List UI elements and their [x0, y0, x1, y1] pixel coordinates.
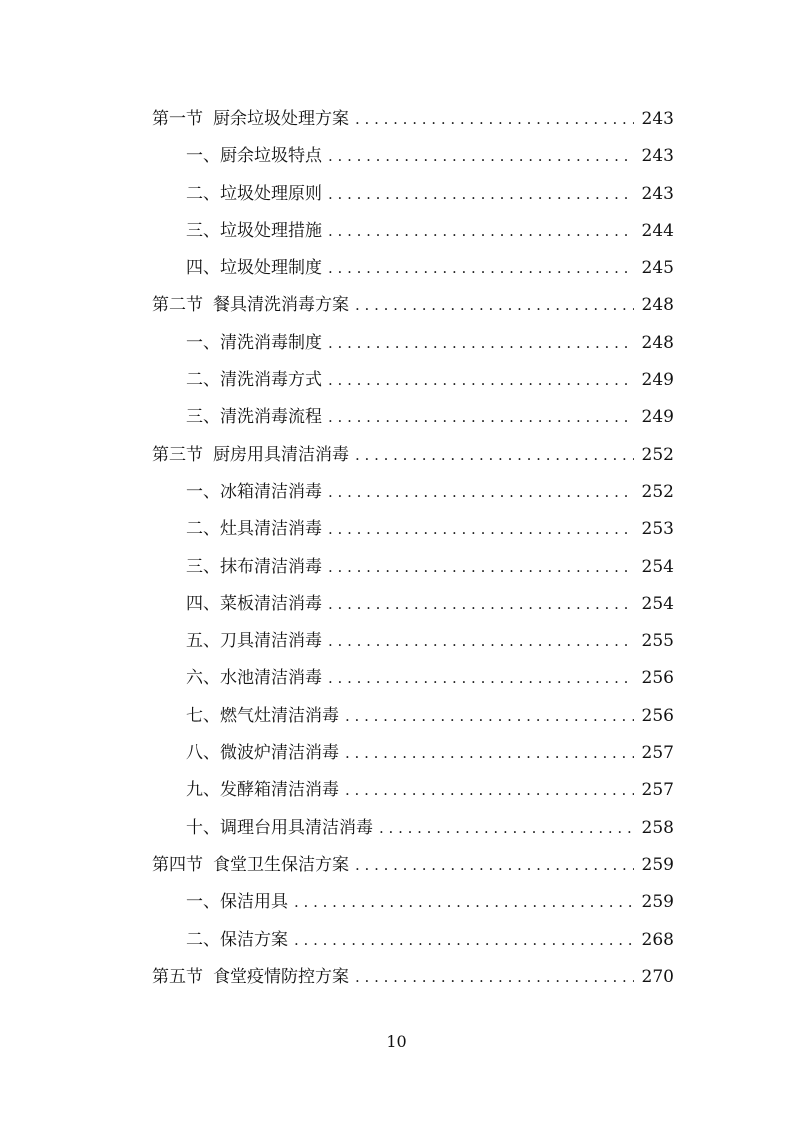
toc-subsection-entry[interactable] — [152, 213, 674, 250]
toc-entry-title — [186, 250, 322, 287]
toc-subsection-entry[interactable] — [152, 698, 674, 735]
toc-entry-text: 垃圾处理措施 — [220, 220, 322, 241]
toc-dot-leader — [294, 884, 634, 921]
toc-dot-leader — [328, 623, 634, 660]
toc-entry-text: 冰箱清洁消毒 — [220, 481, 322, 502]
toc-page-number: 258 — [641, 817, 674, 838]
toc-dot-leader — [345, 698, 634, 735]
toc-section-entry[interactable] — [152, 287, 674, 324]
toc-entry-title — [152, 959, 349, 996]
toc-entry-prefix: 四、 — [186, 258, 220, 279]
toc-entry-text: 调理台用具清洁消毒 — [220, 817, 373, 838]
toc-entry-text: 清洗消毒流程 — [220, 407, 322, 428]
toc-dot-leader — [355, 101, 634, 138]
toc-entry-title — [152, 101, 349, 138]
toc-dot-leader — [328, 586, 634, 623]
toc-section-entry[interactable] — [152, 847, 674, 884]
toc-page-number: 257 — [641, 743, 674, 764]
toc-entry-title — [186, 772, 339, 809]
toc-dot-leader — [355, 847, 634, 884]
toc-section-entry[interactable] — [152, 959, 674, 996]
toc-subsection-entry[interactable] — [152, 884, 674, 921]
toc-entry-prefix: 第一节 — [152, 109, 203, 129]
toc-dot-leader — [355, 437, 634, 474]
toc-subsection-entry[interactable] — [152, 735, 674, 772]
toc-subsection-entry[interactable] — [152, 549, 674, 586]
toc-entry-text: 厨余垃圾特点 — [220, 146, 322, 167]
toc-page-number: 253 — [641, 519, 674, 540]
toc-entry-text: 餐具清洗消毒方案 — [213, 295, 349, 316]
toc-dot-leader — [328, 660, 634, 697]
toc-subsection-entry[interactable] — [152, 623, 674, 660]
page-number: 10 — [386, 1032, 407, 1051]
toc-entry-text: 灶具清洁消毒 — [220, 519, 322, 540]
toc-dot-leader — [294, 922, 634, 959]
toc-entry-title — [186, 362, 322, 399]
toc-entry-text: 抹布清洁消毒 — [220, 556, 322, 577]
toc-entry-title — [186, 511, 322, 548]
toc-page-number: 252 — [641, 444, 674, 465]
toc-entry-prefix: 一、 — [186, 332, 220, 353]
toc-subsection-entry[interactable] — [152, 474, 674, 511]
toc-entry-title — [186, 325, 322, 362]
toc-entry-prefix: 一、 — [186, 481, 220, 502]
toc-entry-title — [186, 399, 322, 436]
toc-entry-prefix: 一、 — [186, 146, 220, 167]
toc-page-number: 243 — [641, 109, 674, 129]
toc-dot-leader — [328, 213, 634, 250]
toc-entry-title — [186, 884, 288, 921]
toc-entry-prefix: 第三节 — [152, 444, 203, 465]
toc-page-number: 254 — [641, 556, 674, 577]
toc-page-number: 249 — [641, 407, 674, 428]
toc-entry-text: 食堂疫情防控方案 — [213, 966, 349, 987]
toc-entry-prefix: 二、 — [186, 929, 220, 950]
toc-dot-leader — [328, 250, 634, 287]
toc-page-number: 257 — [641, 780, 674, 801]
toc-dot-leader — [345, 772, 634, 809]
toc-entry-text: 燃气灶清洁消毒 — [220, 705, 339, 726]
toc-dot-leader — [355, 959, 634, 996]
toc-page-number: 256 — [641, 668, 674, 689]
toc-entry-text: 水池清洁消毒 — [220, 668, 322, 689]
toc-entry-title — [186, 138, 322, 175]
toc-page-number: 248 — [641, 295, 674, 316]
toc-subsection-entry[interactable] — [152, 660, 674, 697]
toc-page-number: 255 — [641, 631, 674, 652]
toc-entry-prefix: 二、 — [186, 183, 220, 204]
toc-page-number: 248 — [641, 332, 674, 353]
toc-subsection-entry[interactable] — [152, 399, 674, 436]
toc-entry-prefix: 三、 — [186, 407, 220, 428]
toc-subsection-entry[interactable] — [152, 511, 674, 548]
toc-dot-leader — [328, 399, 634, 436]
toc-entry-prefix: 十、 — [186, 817, 220, 838]
toc-subsection-entry[interactable] — [152, 138, 674, 175]
toc-entry-text: 菜板清洁消毒 — [220, 593, 322, 614]
toc-entry-text: 保洁方案 — [220, 929, 288, 950]
toc-page-number: 252 — [641, 481, 674, 502]
toc-dot-leader — [328, 362, 634, 399]
toc-entry-prefix: 七、 — [186, 705, 220, 726]
toc-entry-text: 清洗消毒方式 — [220, 370, 322, 391]
toc-page-number: 249 — [641, 370, 674, 391]
toc-entry-prefix: 二、 — [186, 370, 220, 391]
toc-page-number: 259 — [641, 854, 674, 875]
toc-entry-text: 厨余垃圾处理方案 — [213, 109, 349, 129]
toc-entry-title — [186, 922, 288, 959]
toc-page-number: 270 — [641, 966, 674, 987]
toc-subsection-entry[interactable] — [152, 325, 674, 362]
toc-entry-prefix: 第五节 — [152, 966, 203, 987]
toc-entry-title — [152, 437, 349, 474]
table-of-contents — [152, 101, 674, 996]
toc-entry-text: 垃圾处理原则 — [220, 183, 322, 204]
toc-dot-leader — [379, 810, 634, 847]
toc-dot-leader — [328, 325, 634, 362]
toc-entry-title — [186, 698, 339, 735]
toc-entry-prefix: 第二节 — [152, 295, 203, 316]
toc-subsection-entry[interactable] — [152, 362, 674, 399]
toc-entry-title — [186, 810, 373, 847]
toc-dot-leader — [328, 549, 634, 586]
toc-entry-title — [186, 549, 322, 586]
toc-entry-prefix: 一、 — [186, 892, 220, 913]
toc-subsection-entry[interactable] — [152, 810, 674, 847]
toc-page-number: 259 — [641, 892, 674, 913]
toc-page-number: 268 — [641, 929, 674, 950]
toc-dot-leader — [355, 287, 634, 324]
toc-entry-prefix: 三、 — [186, 556, 220, 577]
toc-dot-leader — [328, 474, 634, 511]
toc-entry-text: 清洗消毒制度 — [220, 332, 322, 353]
toc-entry-prefix: 四、 — [186, 593, 220, 614]
toc-dot-leader — [345, 735, 634, 772]
toc-page-number: 243 — [641, 146, 674, 167]
toc-entry-prefix: 六、 — [186, 668, 220, 689]
toc-subsection-entry[interactable] — [152, 586, 674, 623]
toc-entry-title — [186, 176, 322, 213]
toc-subsection-entry[interactable] — [152, 772, 674, 809]
toc-page-number: 256 — [641, 705, 674, 726]
toc-dot-leader — [328, 176, 634, 213]
toc-dot-leader — [328, 511, 634, 548]
toc-page-number: 254 — [641, 593, 674, 614]
toc-entry-prefix: 三、 — [186, 220, 220, 241]
toc-section-entry[interactable] — [152, 437, 674, 474]
toc-entry-prefix: 二、 — [186, 519, 220, 540]
toc-entry-title — [186, 586, 322, 623]
toc-entry-title — [186, 660, 322, 697]
toc-section-entry[interactable] — [152, 101, 674, 138]
toc-subsection-entry[interactable] — [152, 250, 674, 287]
toc-subsection-entry[interactable] — [152, 922, 674, 959]
toc-entry-text: 微波炉清洁消毒 — [220, 743, 339, 764]
toc-entry-title — [186, 474, 322, 511]
toc-entry-text: 食堂卫生保洁方案 — [213, 854, 349, 875]
toc-entry-text: 保洁用具 — [220, 892, 288, 913]
toc-entry-title — [152, 287, 349, 324]
toc-entry-prefix: 五、 — [186, 631, 220, 652]
toc-entry-prefix: 八、 — [186, 743, 220, 764]
toc-entry-text: 发酵箱清洁消毒 — [220, 780, 339, 801]
toc-entry-text: 垃圾处理制度 — [220, 258, 322, 279]
toc-entry-text: 厨房用具清洁消毒 — [213, 444, 349, 465]
toc-entry-title — [186, 735, 339, 772]
toc-entry-prefix: 九、 — [186, 780, 220, 801]
toc-entry-title — [186, 623, 322, 660]
toc-entry-text: 刀具清洁消毒 — [220, 631, 322, 652]
toc-page-number: 244 — [641, 220, 674, 241]
toc-dot-leader — [328, 138, 634, 175]
toc-entry-prefix: 第四节 — [152, 854, 203, 875]
toc-page-number: 245 — [641, 258, 674, 279]
toc-subsection-entry[interactable] — [152, 176, 674, 213]
toc-page-number: 243 — [641, 183, 674, 204]
toc-entry-title — [186, 213, 322, 250]
toc-entry-title — [152, 847, 349, 884]
